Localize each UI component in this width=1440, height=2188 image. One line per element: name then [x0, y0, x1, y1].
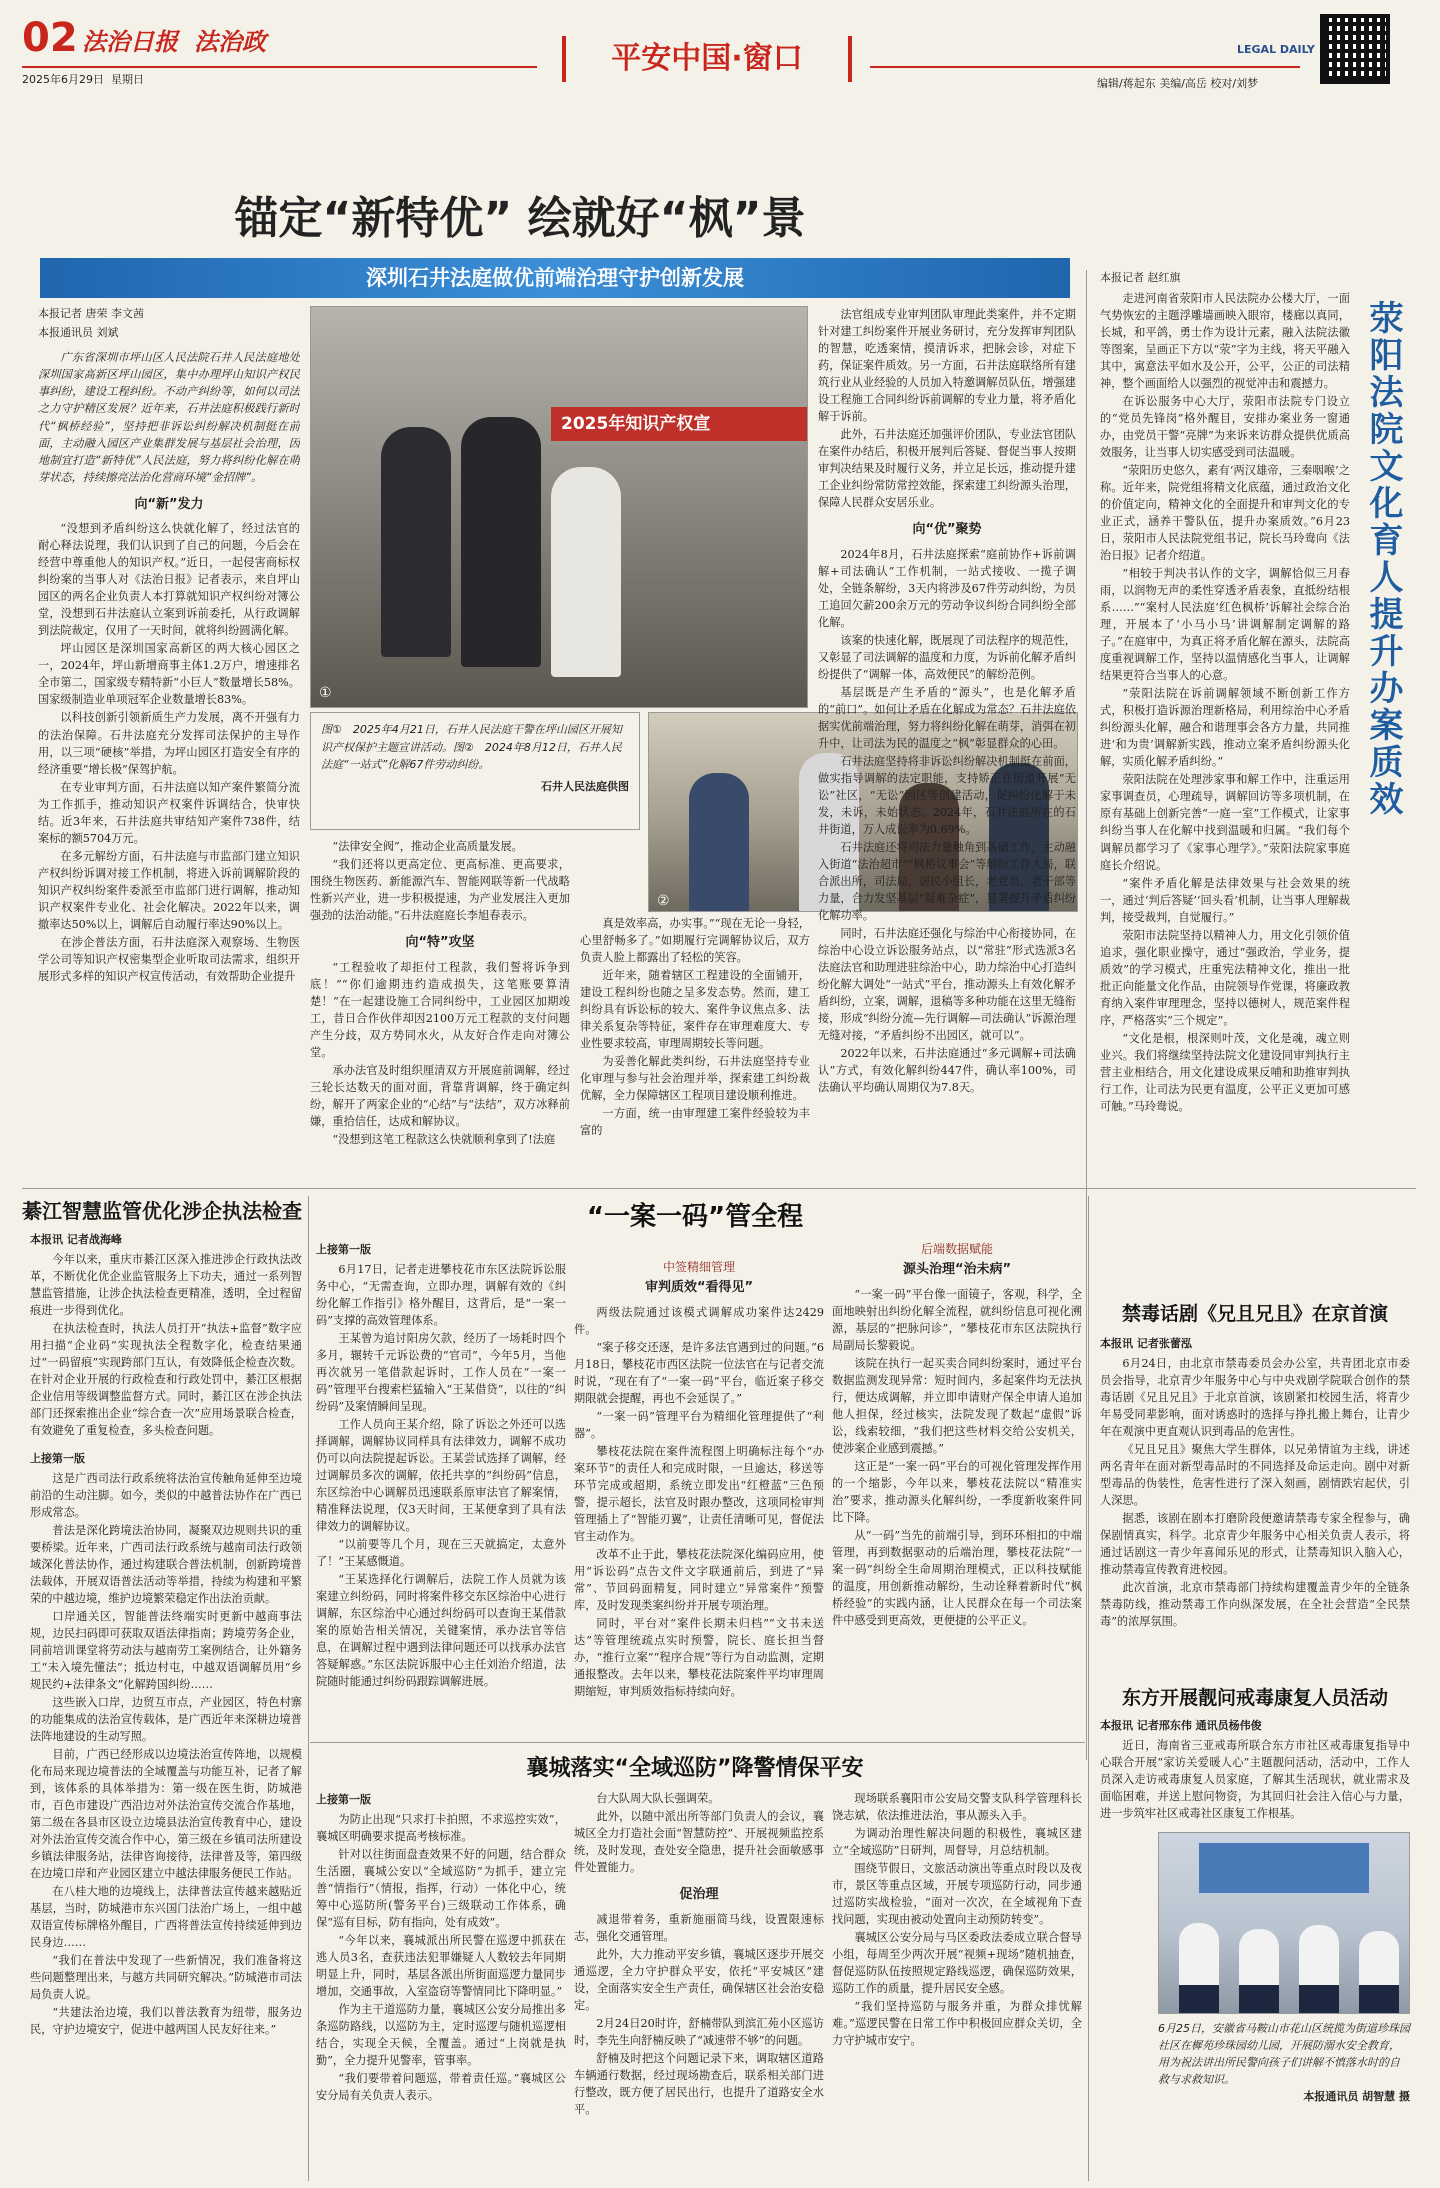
child-figure [1179, 1923, 1219, 2014]
paragraph: 以科技创新引领新质生产力发展，离不开强有力的法治保障。石井法庭充分发挥司法保护的主导作用，以三项“硬核”举措，为坪山园区打造安全有序的经济重要“增长极”保驾护航。 [38, 711, 300, 776]
child-figure [1299, 1925, 1339, 2014]
photo-caption-box [310, 712, 640, 830]
body-text [30, 1470, 302, 2039]
paragraph: 目前，广西已经形成以边境法治宣传阵地，以规模化布局来现边境普法的全域覆盖与功能互补，记者了解到，该体系的具体举措为：第一级在医生街，防城港市，百色市建设广西沿边对外法治宣传交流合作基地，第二级在各县市区设立边境县法治宣传教育中心，建设对外法治宣传交流合作中心，第三级在乡镇司法所建设乡镇法律服务站，法律咨询接待，法律普及等，第四级在边境口岸和产业园区建立中越法律服务便民工作站。 [30, 1747, 302, 1880]
editor-credits: 编辑/蒋起东 美编/高岳 校对/刘梦 [1097, 77, 1259, 90]
paragraph: “没想到这笔工程款这么快就顺利拿到了!法庭 [332, 1132, 556, 1146]
red-line-right [870, 66, 1300, 68]
photo-caption: 图① 2025年4月21日，石井人民法庭干警在坪山园区开展知识产权保护主题宣讲活动。图② 2024年8月12日，石井人民法庭“一站式”化解67件劳动纠纷。 [321, 723, 622, 772]
paragraph: 今年以来，重庆市綦江区深入推进涉企行政执法改革，不断优化优企业监管服务上下功夫，通过一系列智慧监管措施，让涉企执法检查更精准，透明，全过程留痕进一步得到优化。 [30, 1252, 302, 1317]
paragraph: “荥阳法院在诉前调解领域不断创新工作方式，积极打造诉源治理新格局，利用综治中心矛盾纠纷源头化解，融合和谐理事会各方力量，共同推进‘和为贵’调解新实践，推动立案矛盾纠纷源头化解，实质化解矛盾纠纷。” [1100, 687, 1350, 769]
paragraph: 2022年以来，石井法庭通过“多元调解+司法确认”方式，有效化解纠纷447件，确认率100%，司法确认平均确认周期仅为7.8天。 [818, 1047, 1076, 1095]
photo-3 [1158, 1832, 1410, 2014]
paragraph: 襄城区公安分局与马区委政法委成立联合督导小组，每周至少两次开展“视频+现场”随机抽查，督促巡防队伍按照规定路线巡逻，确保巡防效果，巡防工作的质量，提升居民安全感。 [832, 1931, 1082, 1996]
lead-paragraph [38, 349, 300, 485]
paragraph: 此外，以随中派出所等部门负责人的会议，襄城区全力打造社会面“智慧防控”、开展视频监控系统，及时发现，查处安全隐患，提升社会面敏感事件处置能力。 [574, 1810, 824, 1875]
body-text [30, 1251, 302, 1439]
a4-headline: “一案一码”管全程 [586, 1202, 804, 1232]
body-text [316, 1811, 566, 2104]
section-head: 审判质效“看得见” [644, 1280, 754, 1296]
paragraph: 这些嵌入口岸，边贸互市点，产业园区，特色村寨的功能集成的法治宣传载体，是广西近年来深耕边境普法阵地建设的生动写照。 [30, 1695, 302, 1743]
body-text [1100, 1737, 1410, 1822]
paragraph: 工作人员向王某介绍，除了诉讼之外还可以选择调解，调解协议同样具有法律效力，调解不成功仍可以向法院提起诉讼。王某尝试选择了调解，经过调解员多次的调解，依托共享的“纠纷码”信息，东区综治中心调解员迅速联系原审法官了解案情，精准释法说理，仅3天时间，王某便拿到了具有法律效力的调解协议。 [316, 1417, 566, 1533]
paragraph: 减退带着务，重新施丽简马线，设置限速标志，强化交通管理。 [574, 1912, 824, 1943]
a5-col2 [574, 1790, 824, 2180]
a1-col3 [580, 915, 810, 1177]
body-text [1100, 1355, 1410, 1630]
paragraph: 6月17日，记者走进攀枝花市东区法院诉讼服务中心，“无需查询，立即办理，调解有效的《纠纷化解工作指引》格外醒目，这背后，是“一案一码”支撑的高效管理体系。 [316, 1262, 566, 1327]
paragraph: 在涉企普法方面，石井法庭深入观察场、生物医学公司等知识产权密集型企业听取司法需求，组织开展形式多样的知识产权宣传活动，有效帮助企业提升 [38, 935, 300, 983]
paragraph: 该案的快速化解，既展现了司法程序的规范性，又彰显了司法调解的温度和力度，为诉前化解矛盾纠纷提供了“调解一体，高效便民”的解纷范例。 [818, 634, 1076, 682]
body-text [832, 1790, 1082, 2049]
paragraph: 同时，石井法庭还强化与综治中心衔接协同，在综治中心设立诉讼服务站点，以“常驻”形式选派3名法庭法官和助理进驻综治中心，助力综治中心打造纠纷化解大调处“一站式”平台，推动源头上有效化解矛盾纠纷，立案，调解，退稿等多种功能在这里无缝衔接，形成“纠纷分流—先行调解—司法确认”诉源治理无缝对接，“矛盾纠纷不出园区，就可以”。 [818, 927, 1076, 1043]
a2-byline: 本报记者 赵红旗 [1100, 271, 1181, 284]
a4-col1 [316, 1240, 566, 1740]
paragraph: “一案一码”管理平台为精细化管理提供了“利器”。 [574, 1410, 824, 1441]
a3-body [30, 1230, 302, 2180]
paragraph: 一方面，统一由审理建工案件经验较为丰富的 [580, 1107, 810, 1138]
a1-col2 [310, 838, 570, 1178]
a6-body [1100, 1334, 1410, 1676]
paragraph: “我们要带着问题巡，带着责任巡。”襄城区公安分局有关负责人表示。 [316, 2071, 566, 2102]
paragraph: 坪山园区是深圳国家高新区的两大核心园区之一，2024年，坪山新增商事主体1.2万户，增速排名全市第二，国家级专精特新“小巨人”数量增长58%。国家级制造业单项冠军企业数量增长83%。 [38, 642, 300, 707]
paragraph: 真是效率高，办实事。”“现在无论一身轻，心里舒畅多了。”如期履行完调解协议后，双方负责人脸上都露出了轻松的笑容。 [580, 917, 810, 965]
divider [308, 1196, 309, 2181]
paragraph: “我们坚持巡防与服务并重，为群众排忧解难。”巡逻民警在日常工作中积极回应群众关切，全力守护城市安宁。 [832, 2000, 1082, 2048]
paragraph: “案件矛盾化解是法律效果与社会效果的统一，通过‘判后答疑’‘回头看’机制，让当事人理解裁判，接受裁判，自觉履行。” [1100, 876, 1350, 924]
kicker: 中签精细管理 [662, 1260, 735, 1274]
paragraph: 王某曾为追讨阳房欠款，经历了一场耗时四个多月，辗转千元诉讼费的“官司”，今年5月，当他再次就另一笔借款起诉时，工作人员在“一案一码”管理平台搜索栏猛输入“王某借贷”，以往的“纠纷码”及案情瞬间呈现。 [316, 1331, 566, 1413]
a5-headline: 襄城落实“全域巡防”降警情保平安 [526, 1756, 864, 1781]
paragraph: 石井法庭坚持将非诉讼纠纷解决机制挺在前面，做实指导调解的法定职能，支持矫正在街道开展“无讼”社区，“无讼”园区等创建活动，促纠纷化解于未发，未诉，未始状态。2024年，石井法庭所在的石井街道，万人成讼率为0.69%。 [818, 755, 1076, 837]
child-figure [1239, 1929, 1279, 2014]
edition-name: 法治政 [194, 27, 266, 56]
byline: 本报讯 记者战海峰 [30, 1233, 122, 1246]
paragraph: 此次首演，北京市禁毒部门持续构建覆盖青少年的全链条禁毒防线，推动禁毒工作向纵深发展，在全社会营造“全民禁毒”的浓厚氛围。 [1100, 1580, 1410, 1628]
paragraph: 走进河南省荥阳市人民法院办公楼大厅，一面气势恢宏的主题浮雕墙画映入眼帘，楼廊以真同，长城，和平鸽，勇士作为设计元素，融入法院法徽等图案，呈画正下方以“荥”字为主线，将天平融入其中，寓意法平如水及公开，公平，公正的司法精神，整个画面给人以强烈的视觉冲击和震撼力。 [1100, 292, 1350, 391]
photo-credit: 石井人民法庭供图 [541, 779, 629, 793]
section-head: 源头治理“治未病” [902, 1262, 1012, 1278]
paragraph: “案子移交还逐，是许多法官遇到过的问题。”6月18日，攀枝花市西区法院一位法官在与记者交流时说，“现在有了“一案一码”平台，临近案子移交期限就会提醒，再也不会延误了。” [574, 1341, 824, 1406]
paragraph: “文化是根，根深则叶茂，文化是魂，魂立则业兴。我们将继续坚持法院文化建设同审判执行主营主业相结合，用文化建设成果反哺和助推审判执行工作，让司法为民更有温度，公平正义更加可感可触。”马玲鸯说。 [1100, 1031, 1350, 1113]
photo-1 [310, 306, 808, 708]
paragraph: 舒楠及时把这个问题记录下来，调取辖区道路车辆通行数据，经过现场勘查后，联系相关部门进行整改，既方便了居民出行，也提升了道路安全水平。 [574, 2051, 824, 2116]
paragraph: 2月24日20时许，舒楠带队到滨汇苑小区巡访时，李先生向舒楠反映了“减速带不够”的问题。 [574, 2016, 824, 2047]
continuation: 上接第一版 [316, 1243, 371, 1256]
section-head: 向“特”攻坚 [405, 935, 475, 951]
caption-text: 6月25日，安徽省马鞍山市花山区统揽为街道珍珠园社区在樨苑珍珠园幼儿园，开展防溺水安全教育，用为祝法讲出所民警向孩子们讲解不慎落水时的自救与求救知识。 [1158, 2022, 1410, 2087]
paragraph: 改革不止于此，攀枝花法院深化编码应用，使用“诉讼码”点告文件文字联通前后，到进了“异常”、节回码面精复，同时建立“异常案件”预警库，及时发现类案纠纷并开展专项治理。 [574, 1548, 824, 1613]
paragraph: 现场联系襄阳市公安局交警支队科学管理科长饶志斌，依法推进法治，事从源头入手。 [832, 1792, 1082, 1823]
paragraph: “没想到矛盾纠纷这么快就化解了，经过法官的耐心释法说理，我们认识到了自己的问题，今后会在经营中尊重他人的知识产权。”近日，一起侵害商标权纠纷案的当事人对《法治日报》记者表示，来自坪山园区的两名企业负责人本打算就知识产权纠纷对簿公堂，没想到石井法庭认立案到诉前委托，从行政调解到法院裁定，仅用了一天时间，就将纠纷圆满化解。 [38, 522, 300, 638]
lead-text: 广东省深圳市坪山区人民法院石井人民法庭地处深圳国家高新区坪山园区，集中办理坪山知识产权民事纠纷，建设工程纠纷。不动产纠纷等，如何以司法之力守护精区发展？近年来，石井法庭积极践行新时代“枫桥经验”，坚持把非诉讼纠纷解决机制挺在前面，主动融入园区产业集群发展与基层社会治理，因地制宜打造“新特优”人民法庭，努力将纠纷化解在萌芽状态，持续擦亮法治化营商环境“金招牌”。 [38, 351, 300, 484]
paragraph: “我们还将以更高定位、更高标准、更高要求，围绕生物医药、新能源汽车、智能网联等新一代战略性新兴产业，进一步积极提速，为产业发展注入更加强劲的法治动能。”石井法庭庭长李旭春表示。 [310, 858, 570, 923]
paragraph: “荥阳历史悠久，素有‘两汉雄帝，三秦咽喉’之称。近年来，院党组将精文化底蕴，通过政治文化的价值定向，精神文化的全面提升和审判文化的专业正式，涵养干警队伍，提升办案质效。”6月23日，荥阳市人民法院党组书记，院长马玲鸯向《法治日报》记者介绍道。 [1100, 464, 1350, 563]
body-text [1100, 290, 1350, 1115]
column-logo: 平安中国·窗口 [562, 36, 852, 82]
paragraph: 在八桂大地的边境线上，法律普法宣传越来越贴近基层，当时，防城港市东兴国门法治广场上，一组中越双语宣传标牌格外醒目，广西将普法宣传持续延伸到边民身边…… [30, 1884, 302, 1950]
paragraph: 石井法庭还将司法力量触角到基础工作，主动融入街道“法治超市”“枫桥议事会”等解纷工作大局，联合派出所，司法局，居民小组长，老党员，老干部等力量，合力发坚基层“疑难杂症”，显著提升矛盾纠纷化解功率。 [818, 841, 1076, 923]
paragraph: 围绕节假日，文旅活动演出等重点时段以及夜市，景区等重点区域，开展专项巡防行动，同步通过巡防实战检验，“面对一次次，在全域视角下查找问题，实现由被动处置向主动预防转变”。 [832, 1862, 1082, 1927]
a5-col3 [832, 1790, 1082, 2180]
paragraph: 此外，大力推动平安乡镇，襄城区逐步开展交通巡逻，全力守护群众平安，依托“平安城区”建设，全面落实安全生产责任，确保辖区社会治安稳定。 [574, 1947, 824, 2012]
paragraph: 《兄且兄且》聚焦大学生群体，以兄弟情谊为主线，讲述两名青年在面对新型毒品时的不同选择及命运走向。剧中对新型毒品的伪装性，危害性进行了深入刻画，剧情跌宕起伏，引人深思。 [1100, 1442, 1410, 1507]
divider [22, 1188, 1416, 1189]
continuation: 上接第一版 [30, 1451, 85, 1465]
body-text [574, 1304, 824, 1700]
a1-headline: 锚定“新特优” 绘就好“枫”景 [234, 193, 806, 244]
people-figure [551, 467, 621, 677]
body-text [310, 959, 570, 1148]
people-figure [461, 417, 541, 667]
body-text [818, 546, 1076, 1097]
a7-headline: 东方开展靓问戒毒康复人员活动 [1121, 1687, 1388, 1709]
people-figure [381, 427, 451, 657]
body-text [310, 838, 570, 924]
paragraph: 该院在执行一起买卖合同纠纷案时，通过平台数据监测发现异常：短时间内，多起案件均无法执行，便达成调解，并立即申请财产保全申请人追加他人担保，经过核实，法院发现了数起“虚假”诉讼，线索较细，“我们把这些材料交给公安机关，使涉案企业感到震撼。” [832, 1357, 1082, 1456]
body-text [818, 306, 1076, 511]
qr-code [1320, 14, 1390, 84]
a3-headline: 綦江智慧监管优化涉企执法检查 [22, 1199, 302, 1223]
byline: 本报记者 唐荣 李文茜 [38, 307, 144, 320]
paragraph: 为调动治理性解决问题的积极性，襄城区建立“全域巡防”日研判，周督导，月总结机制。 [832, 1827, 1082, 1858]
paragraph: “相较于判决书认作的文字，调解恰似三月春雨，以润物无声的柔性穿透矛盾表象，直抵纷结根系……”“案村人民法庭‘红色枫桥’诉解社会综合治理，开展本了‘小马小马’讲调解制定调解的路子。”在庭审中，为真正将矛盾化解在源头，法院高度重视调解工作，坚持以温情感化当事人，让调解结果更符合当事人的心意。 [1100, 567, 1350, 683]
child-figure [1359, 1931, 1399, 2014]
paragraph: “一案一码”平台像一面镜子，客观，科学，全面地映射出纠纷化解全流程，就纠纷信息可视化溯源，基层的“把脉问诊”，“攀枝花市东区法院执行局副局长黎毅说。 [832, 1287, 1082, 1353]
body-text [38, 520, 300, 984]
paragraph: 6月24日，由北京市禁毒委员会办公室，共青团北京市委员会指导，北京青少年服务中心与中央戏剧学院联合创作的禁毒话剧《兄且兄且》于北京首演，该剧紧扣校园生活，将青少年易受同辈影响，面对诱惑时的选择与挣扎搬上舞台，让青少年在观演中更直观认识到毒品的危害性。 [1100, 1356, 1410, 1438]
paragraph: 近年来，随着辖区工程建设的全面铺开，建设工程纠纷也随之呈多发态势。然而，建工纠纷具有诉讼标的较大、案件争议焦点多、法律关系复杂等特征，案件存在审理难度大、专业性要求较高，审理周期较长等问题。 [580, 969, 810, 1051]
body-text [574, 1790, 824, 1876]
paragraph: 同时，平台对“案件长期未归档”“文书未送达”等管理统疏点实时预警，院长、庭长担当督办，“推行立案”“程序合规”等行为自动监测，定期通报整改。去年以来，攀枝花法院案件平均审理周期缩短，审判质效指标持续向好。 [574, 1617, 824, 1699]
weekday: 星期日 [111, 73, 144, 86]
paragraph: 荥阳法院在处理涉家事和解工作中，注重运用家事调查员，心理疏导，调解回访等多项机制，在原有基础上创新完善“一庭一室”工作模式，让家事纠纷当事人在化解中找到温暖和归属。“我们每个调解员都学习了《家事心理学》。”荥阳法院家事庭庭长介绍说。 [1100, 773, 1350, 872]
paragraph: 在多元解纷方面，石井法庭与市监部门建立知识产权纠纷诉调对接工作机制，将进入诉前调解阶段的知识产权纠纷案件委派至市监部门进行调解，推动知识产权案件专业化、社会化解决。2022年以来，调撤率达50%以上，调解后自动履行率达90%以上。 [38, 849, 300, 931]
people-figure [689, 773, 749, 912]
photo-credit: 本报通讯员 胡智慧 摄 [1303, 2090, 1410, 2104]
a1-col4 [818, 306, 1076, 1178]
paragraph: 普法是深化跨境法治协同，凝聚双边规则共识的重要桥梁。近年来，广西司法行政系统与越南司法行政领域深化普法协作，通过构建联合普法机制，创新跨境普法载体，开展双语普法活动等举措，持续为构建和平繁荣的中越边境，维护边境繁荣稳定作出法治贡献。 [30, 1523, 302, 1605]
photo-number: ② [657, 893, 670, 909]
paragraph: 这是广西司法行政系统将法治宣传触角延伸至边境前沿的生动注脚。如今，类似的中越普法协作在广西已形成常态。 [30, 1471, 302, 1519]
photo-caption [1158, 2020, 1410, 2105]
paragraph: 基层既是产生矛盾的“源头”，也是化解矛盾的“前口”。如何让矛盾在化解成为常态？石井法庭依据实优前端治理，努力将纠纷化解在萌芽，消弭在初升中，让司法为民的温度之“枫”彰显群众的心田。 [818, 686, 1076, 751]
a7-body [1100, 1716, 1410, 1826]
paragraph: 针对以往街面盘查效果不好的问题，结合群众生活圈，襄城公安以“全域巡防”为抓手，建立完善“情指行”（情报，指挥，行动）一体化中心，统筹中心巡防所(警务平台)三级联动工作体系，确保“巡有目标，防有指向，处有成效”。 [316, 1847, 566, 1929]
paragraph: “以前要等几个月，现在三天就搞定，太意外了！”王某感慨道。 [316, 1537, 566, 1568]
a4-col2 [574, 1240, 824, 1740]
body-text [580, 915, 810, 1139]
body-text [832, 1286, 1082, 1629]
paragraph: 两级法院通过该模式调解成功案件达2429件。 [574, 1305, 824, 1336]
section-head: 向“优”聚势 [912, 522, 982, 538]
divider [1086, 270, 1087, 1760]
paragraph: 荥阳市法院坚持以精神人力，用文化引领价值追求，强化职业操守，通过“强政治，学业务，提质效”的学习模式，庄重宪法精神文化，推出一批批正向能量文化作品，由院领导作党课，将廉政教育纳入案件审理理念，坚持以德树人，规范案件程序，严格落实“三个规定”。 [1100, 928, 1350, 1027]
paragraph: 这正是“一案一码”平台的可视化管理发挥作用的一个缩影，今年以来，攀枝花法院以“精准实治”要求，推动源头化解纠纷，一季度新收案件同比下降。 [832, 1460, 1082, 1525]
a2-body [1100, 290, 1350, 1180]
divider [1088, 1196, 1089, 2181]
a2-headline: 荥阳法院文化育人提升办案质效 [1363, 300, 1403, 818]
a1-col1 [38, 304, 300, 1179]
a5-col1 [316, 1790, 566, 2180]
paragraph: 在诉讼服务中心大厅，荥阳市法院专门设立的“党员先锋岗”格外醒目，安排办案业务一窗通办，由党员干警“亮牌”为来诉来访群众提供优质高效服务，让当事人切实感受到司法温暖。 [1100, 395, 1350, 460]
body-text [574, 1911, 824, 2118]
paragraph: “共建法治边境，我们以普法教育为纽带，服务边民，守护边境安宁，促进中越两国人民友好往来。” [30, 2006, 302, 2037]
masthead [22, 14, 1422, 184]
paragraph: 作为主干道巡防力量，襄城区公安分局推出多条巡防路线，以巡防为主，定时巡逻与随机巡逻相结合，实现全天候，全覆盖。通过“上岗就是执勤”，全力提升见警率，管事率。 [316, 2002, 566, 2067]
paragraph: 为防止出现“只求打卡拍照，不求巡控实效”，襄城区明确要求提高考核标准。 [316, 1812, 566, 1843]
paragraph: 近日，海南省三亚戒毒所联合东方市社区戒毒康复指导中心联合开展“家访关爱暖人心”主题靓问活动，活动中，工作人员深入走访戒毒康复人员家庭，了解其生活现状，就业需求及面临困难，并送上慰问物资，为其回归社会注入信心与力量，进一步筑牢社区戒毒社区康复工作根基。 [1100, 1738, 1410, 1820]
date: 2025年6月29日 [22, 73, 104, 86]
paragraph: “法律安全阀”，推动企业高质量发展。 [332, 840, 523, 853]
paragraph: 为妥善化解此类纠纷，石井法庭坚持专业化审理与参与社会治理并举，探索建工纠纷裁优解，全力保障辖区工程项目建设顺利推进。 [580, 1055, 810, 1103]
byline: 本报通讯员 刘斌 [38, 325, 119, 339]
legal-daily-label: LEGAL DAILY [1237, 43, 1315, 56]
paragraph: 在执法检查时，执法人员打开“执法+监督”数字应用扫描“企业码”实现执法全程数字化，检查结果通过“一码留痕”实现跨部门互认，有效降低企检查次数。在针对企业开展的行政检查和行政处罚中，綦江区根据企业信用等级调整监督方式。同时，綦江区在涉企执法部门还探索推出企业“综合查一次”应用场景联合检查，有效避免了重复检查，多头检查问题。 [30, 1321, 302, 1437]
paragraph: 攀枝花法院在案件流程图上明确标注每个“办案环节”的责任人和完成时限，一旦逾达，移送等环节完成或超期，系统立即发出“红橙蓝”三色预警，提示超长，法官及时跟办整改，这项同检审判管理插上了“智能刃翼”，让责任清晰可见，督促法官主动作为。 [574, 1445, 824, 1544]
section-head: 向“新”发力 [134, 496, 204, 512]
issue-date [22, 72, 144, 89]
continuation: 上接第一版 [316, 1793, 371, 1806]
photo-number: ① [319, 685, 332, 701]
paper-name: 法治日报 [82, 27, 178, 56]
kicker: 后端数据赋能 [920, 1242, 993, 1256]
paragraph: 台大队周大队长强调荣。 [596, 1792, 720, 1805]
photo-banner: 2025年知识产权宣 [551, 407, 808, 441]
a4-col3 [832, 1240, 1082, 1740]
a6-headline: 禁毒话剧《兄且兄且》在京首演 [1121, 1303, 1388, 1325]
page-number: 02 [22, 15, 78, 61]
byline: 本报讯 记者邢东伟 通讯员杨伟俊 [1100, 1719, 1262, 1732]
section-head: 促治理 [679, 1887, 719, 1903]
paragraph: “王某选择化行调解后，法院工作人员就为该案建立纠纷码，同时将案件移交东区综治中心进行调解，东区综治中心通过纠纷码可以查询王某借款案的原始告相关情况，关键案情，承办法官等信息，在调解过程中遇到法律问题还可以找承办法官答疑解惑。”东区法院诉服中心主任刘治介绍道，法院随时能通过纠纷码跟踪调解进展。 [316, 1573, 566, 1689]
paragraph: “今年以来，襄城派出所民警在巡逻中抓获在逃人员3名，查获违法犯罪嫌疑人人数较去年同期明显上升，同时，基层各派出所街面巡逻力量同步增加，交通事故，入室盗窃等警情同比下降明显。” [316, 1933, 566, 1998]
paragraph: 2024年8月，石井法庭探索“庭前协作+诉前调解+司法确认”工作机制，一站式接收、一揽子调处，全链条解纷，3天内将涉及67件劳动纠纷，为员工追回欠薪200余万元的劳动争议纠纷合同纠纷全部化解。 [818, 547, 1076, 629]
a1-subtitle-bar: 深圳石井法庭做优前端治理守护创新发展 [40, 258, 1070, 298]
paragraph: “工程验收了却拒付工程款，我们誓将诉争到底！”“你们逾期违约造成损失，这笔账要算清楚！”在一起建设施工合同纠纷中，工业园区加期竣工，昔日合作伙伴却因2100万元工程款的支付问题产生分歧，双方势同水火，从友好合作走向对簿公堂。 [310, 960, 570, 1059]
paragraph: 口岸通关区，智能普法终端实时更新中越商事法规，边民扫码即可获取双语法律指南；跨境劳务企业，同前培训课堂将劳动法与越南劳工案例结合，让外籍务工“未入境先懂法”；抵边村屯，中越双语调解员用“乡规民约+法律条文”化解跨国纠纷…… [30, 1609, 302, 1691]
paragraph: 据悉，该剧在剧本打磨阶段便邀请禁毒专家全程参与，确保剧情真实，科学。北京青少年服务中心相关负责人表示，将通过话剧这一青少年喜闻乐见的形式，让禁毒知识入脑入心，推动禁毒宣传教育进校园。 [1100, 1511, 1410, 1576]
body-text [316, 1261, 566, 1690]
paragraph: 在专业审判方面，石井法庭以知产案件繁简分流为工作抓手，推动知识产权案件诉调结合，快审快结。近3年来，石井法庭共审结知产案件738件，结案标的额5704万元。 [38, 780, 300, 845]
red-line-left [22, 66, 537, 68]
paragraph: 此外，石井法庭还加强评价团队，专业法官团队在案件办结后，积极开展判后答疑、督促当事人按期审判决结果及时履行义务，并立足长远，推动提升建工企业纠纷常防常控效能，探索建工纠纷源头治理，保障人民群众安居乐业。 [818, 428, 1076, 510]
byline: 本报讯 记者张蕾泓 [1100, 1337, 1192, 1350]
paragraph: 从“一码”当先的前端引导，到环环相扣的中端管理，再到数据驱动的后端治理，攀枝花法院“一案一码”纠纷全生命周期治理模式，正以科技赋能的温度，用创新推动解纷，生动诠释着新时代“枫桥经验”的实践内涵，让人民群众在每一个司法案件中感受到更高效，更便捷的公平正义。 [832, 1529, 1082, 1628]
screen-board [1199, 1843, 1369, 1893]
paragraph: “我们在普法中发现了一些新情况，我们准备将这些问题整理出来，与越方共同研究解决。”防城港市司法局负责人说。 [30, 1954, 302, 2002]
divider [310, 1742, 1085, 1743]
paragraph: 承办法官及时组织厘清双方开展庭前调解，经过三轮长达数天的面对面，背靠背调解，终于确定纠纷，解开了两家企业的“心结”与“法结”，双方冰释前嫌，重拾信任，达成和解协议。 [310, 1063, 570, 1128]
paragraph: 法官组成专业审判团队审理此类案件，并不定期针对建工纠纷案件开展业务研讨，充分发挥审判团队的智慧，吃透案情，摸清诉求，把脉会诊，对症下药，保证案件质效。另一方面，石井法庭联络所有建筑行业从业经验的人员加入特邀调解员队伍，增强建设工程施工合同纠纷诉前调解的专业力量，将矛盾化解于诉前。 [818, 308, 1076, 424]
